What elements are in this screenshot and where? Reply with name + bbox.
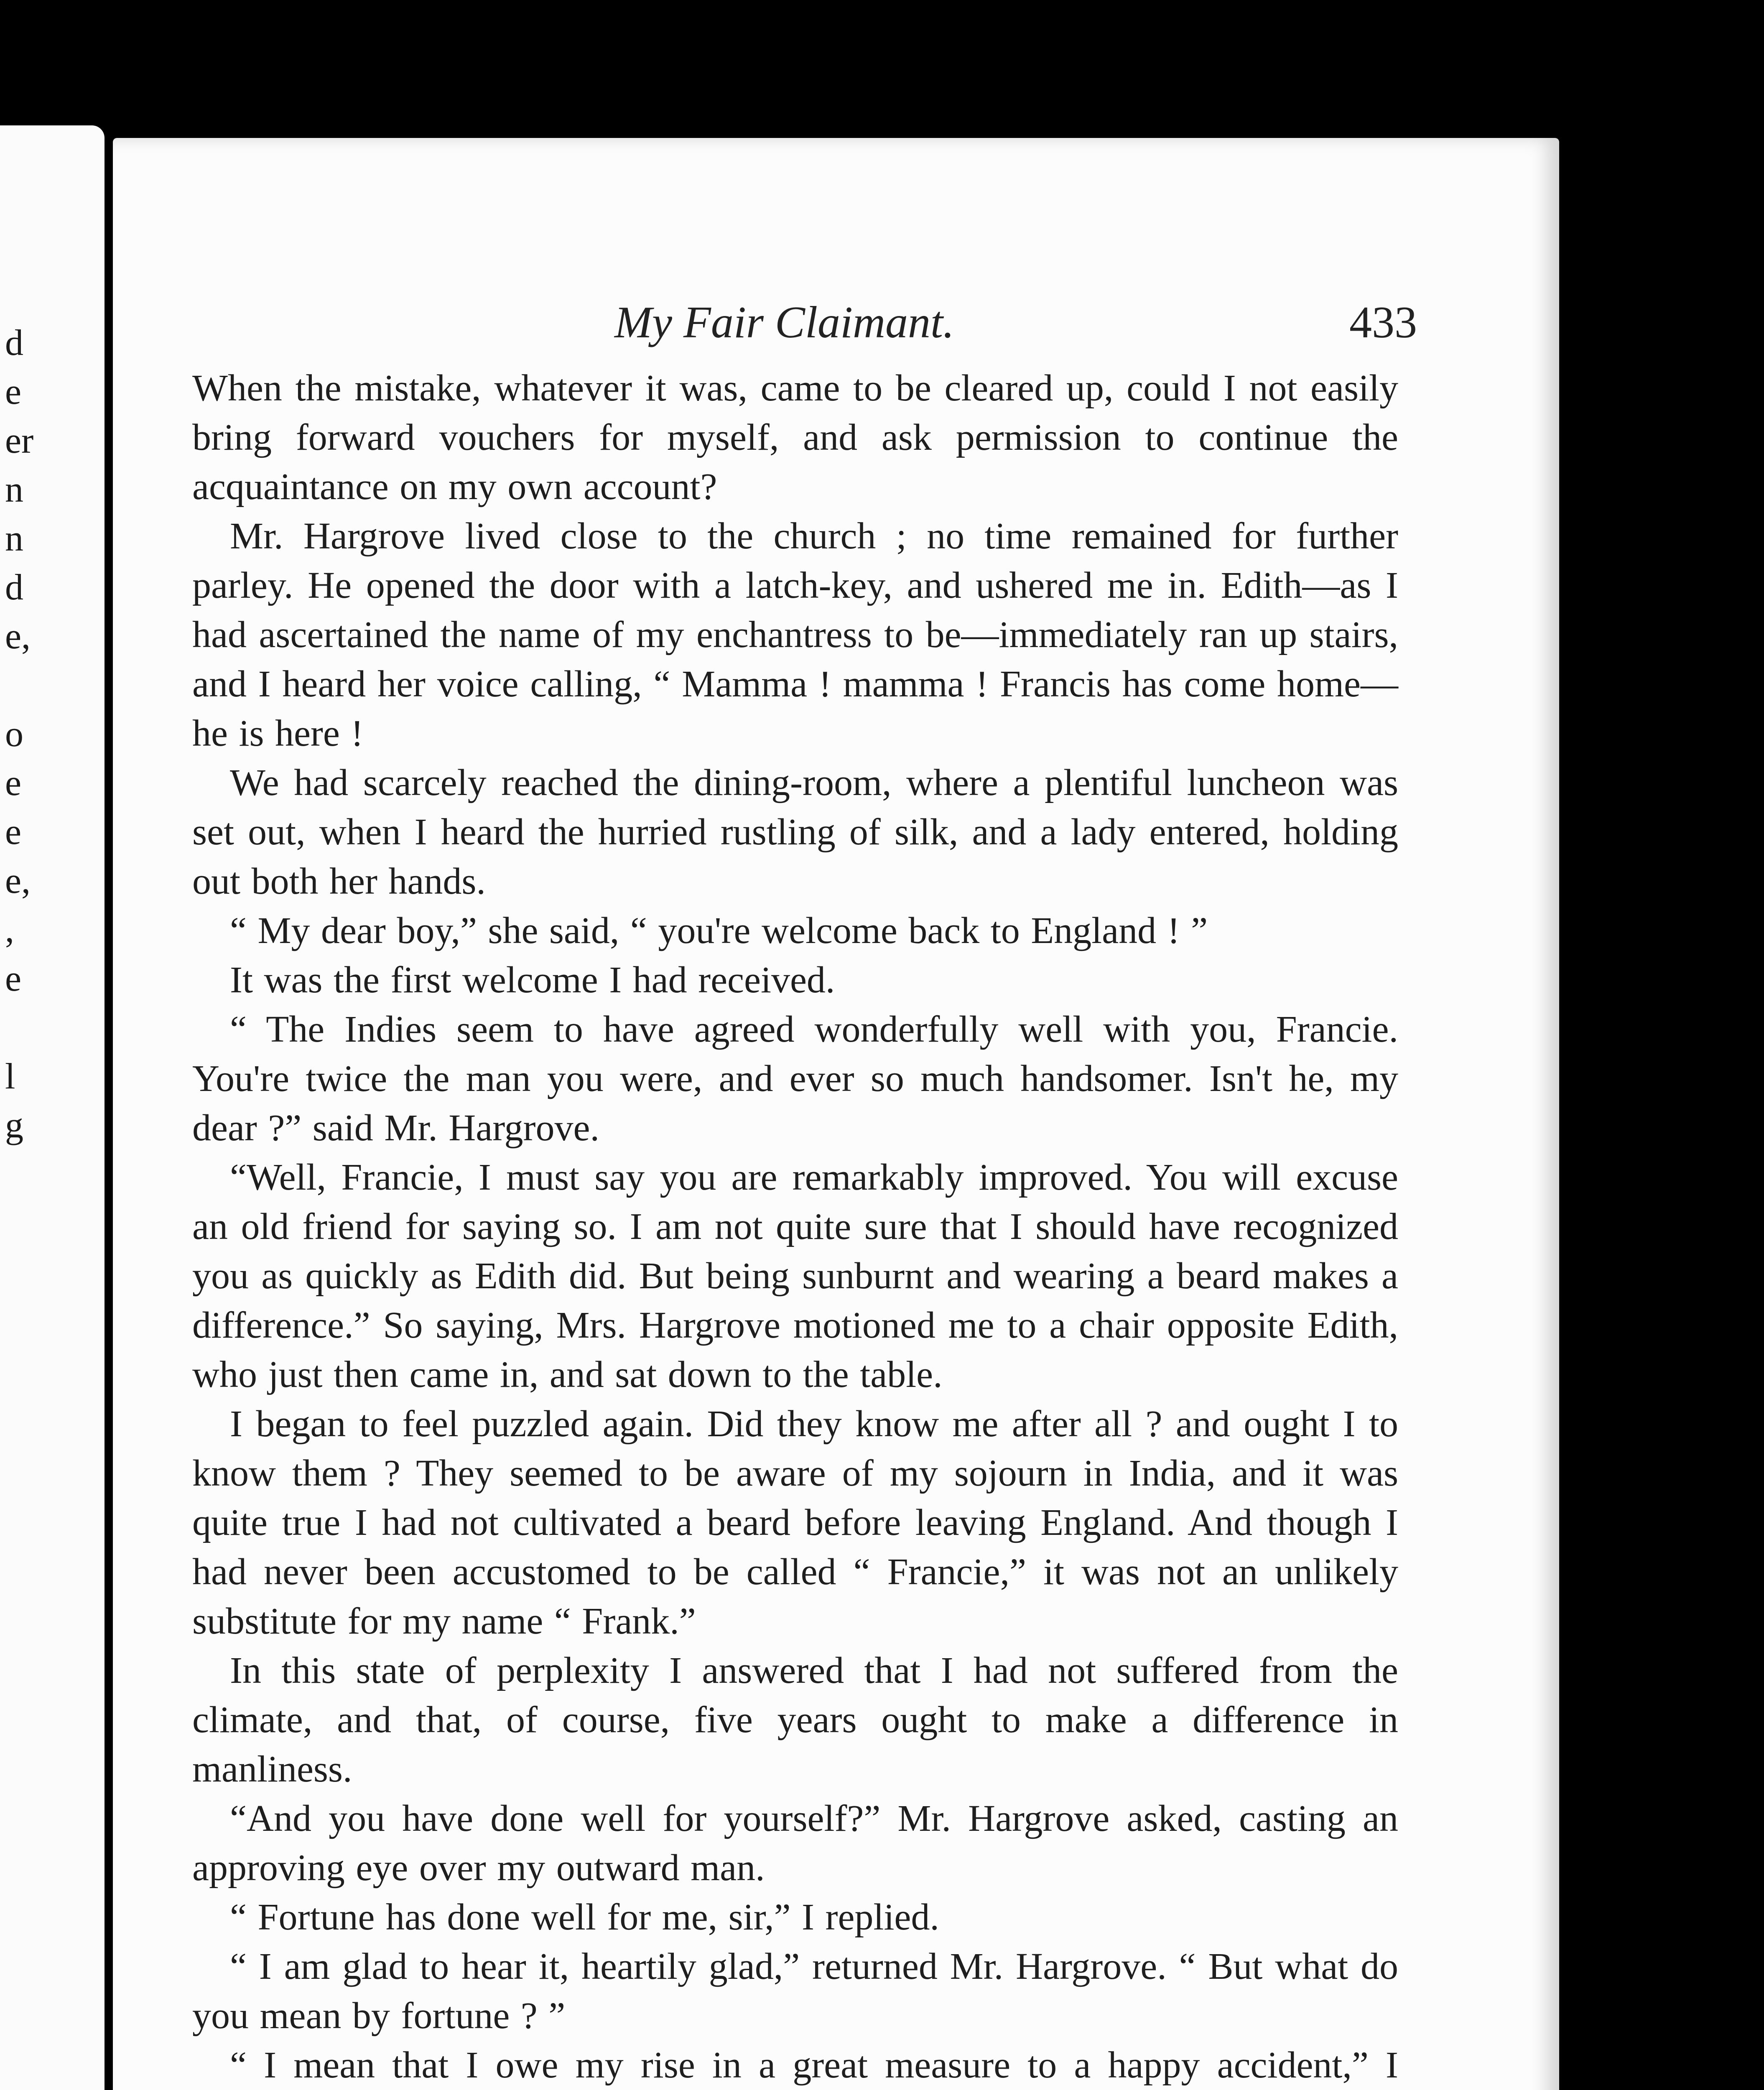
fragment: o [5, 714, 23, 754]
paragraph: “ My dear boy,” she said, “ you're welcome back to England ! ” [230, 910, 1208, 951]
page-header [113, 297, 1559, 351]
fragment: er [5, 421, 34, 461]
paragraph: When the mistake, whatever it was, came to be cleared up, could I not easily bring forward vouchers for myself, and ask permission to continue the acquaintance on my own account? [192, 367, 1398, 507]
paragraph: “ I am glad to hear it, heartily glad,” returned Mr. Hargrove. “ But what do you mean by fortune ? ” [192, 1946, 1398, 2036]
fragment: e [5, 958, 22, 999]
paragraph: “ The Indies seem to have agreed wonderfully well with you, Francie. You're twice the man you were, and ever so much handsomer. Isn't he, my dear ?” said Mr. Hargrove. [192, 1009, 1398, 1149]
fragment: , [5, 910, 14, 950]
fragment: e [5, 812, 22, 852]
paragraph: “Well, Francie, I must say you are remarkably improved. You will excuse an old friend for saying so. I am not quite sure that I should have recognized you as quickly as Edith did. But being sunburnt and wearing a beard makes a difference.” So saying, Mrs. Hargrove motioned me to a chair opposite Edith, who just then came in, and sat down to the table. [192, 1157, 1398, 1395]
paragraph: We had scarcely reached the dining-room, where a plentiful luncheon was set out, when I heard the hurried rustling of silk, and a lady entered, holding out both her hands. [192, 762, 1398, 902]
fragment: e [5, 372, 22, 412]
paragraph: It was the first welcome I had received. [230, 959, 835, 1001]
paragraph: Mr. Hargrove lived close to the church ; no time remained for further parley. He opened the door with a latch-key, and ushered me in. Edith—as I had ascertained the name of my enchantress to be—immediately ran up stairs, and I heard her voice calling, “ Mamma ! mamma ! Francis has come home—he is here ! [192, 515, 1398, 754]
fragment: n [5, 518, 23, 559]
running-title: My Fair Claimant. [614, 298, 954, 347]
fragment: d [5, 323, 23, 363]
fragment: g [5, 1105, 23, 1146]
fragment: n [5, 469, 23, 510]
book-page [113, 138, 1559, 2090]
fragment: l [5, 1056, 15, 1097]
paragraph: “ Fortune has done well for me, sir,” I replied. [230, 1896, 939, 1938]
fragment: e, [5, 616, 31, 657]
previous-page-fragments [5, 322, 101, 1325]
fragment: d [5, 567, 23, 608]
fragment: e, [5, 861, 31, 901]
fragment: e [5, 763, 22, 803]
paragraph: “And you have done well for yourself?” Mr. Hargrove asked, casting an approving eye over my outward man. [192, 1798, 1398, 1889]
page-number: 433 [1349, 298, 1417, 347]
paragraph: I began to feel puzzled again. Did they know me after all ? and ought I to know them ? They seemed to be aware of my sojourn in India, and it was quite true I had not cultivated a beard before leaving England. And though I had never been accustomed to be called “ Francie,” it was not an unlikely substitute for my name “ Frank.” [192, 1403, 1398, 1642]
body-text [192, 364, 1398, 2090]
paragraph: “ I mean that I owe my rise in a great measure to a happy accident,” I [230, 2044, 1398, 2086]
paragraph: In this state of perplexity I answered that I had not suffered from the climate, and that, of course, five years ought to make a difference in manliness. [192, 1650, 1398, 1790]
previous-page-edge [0, 125, 105, 2090]
